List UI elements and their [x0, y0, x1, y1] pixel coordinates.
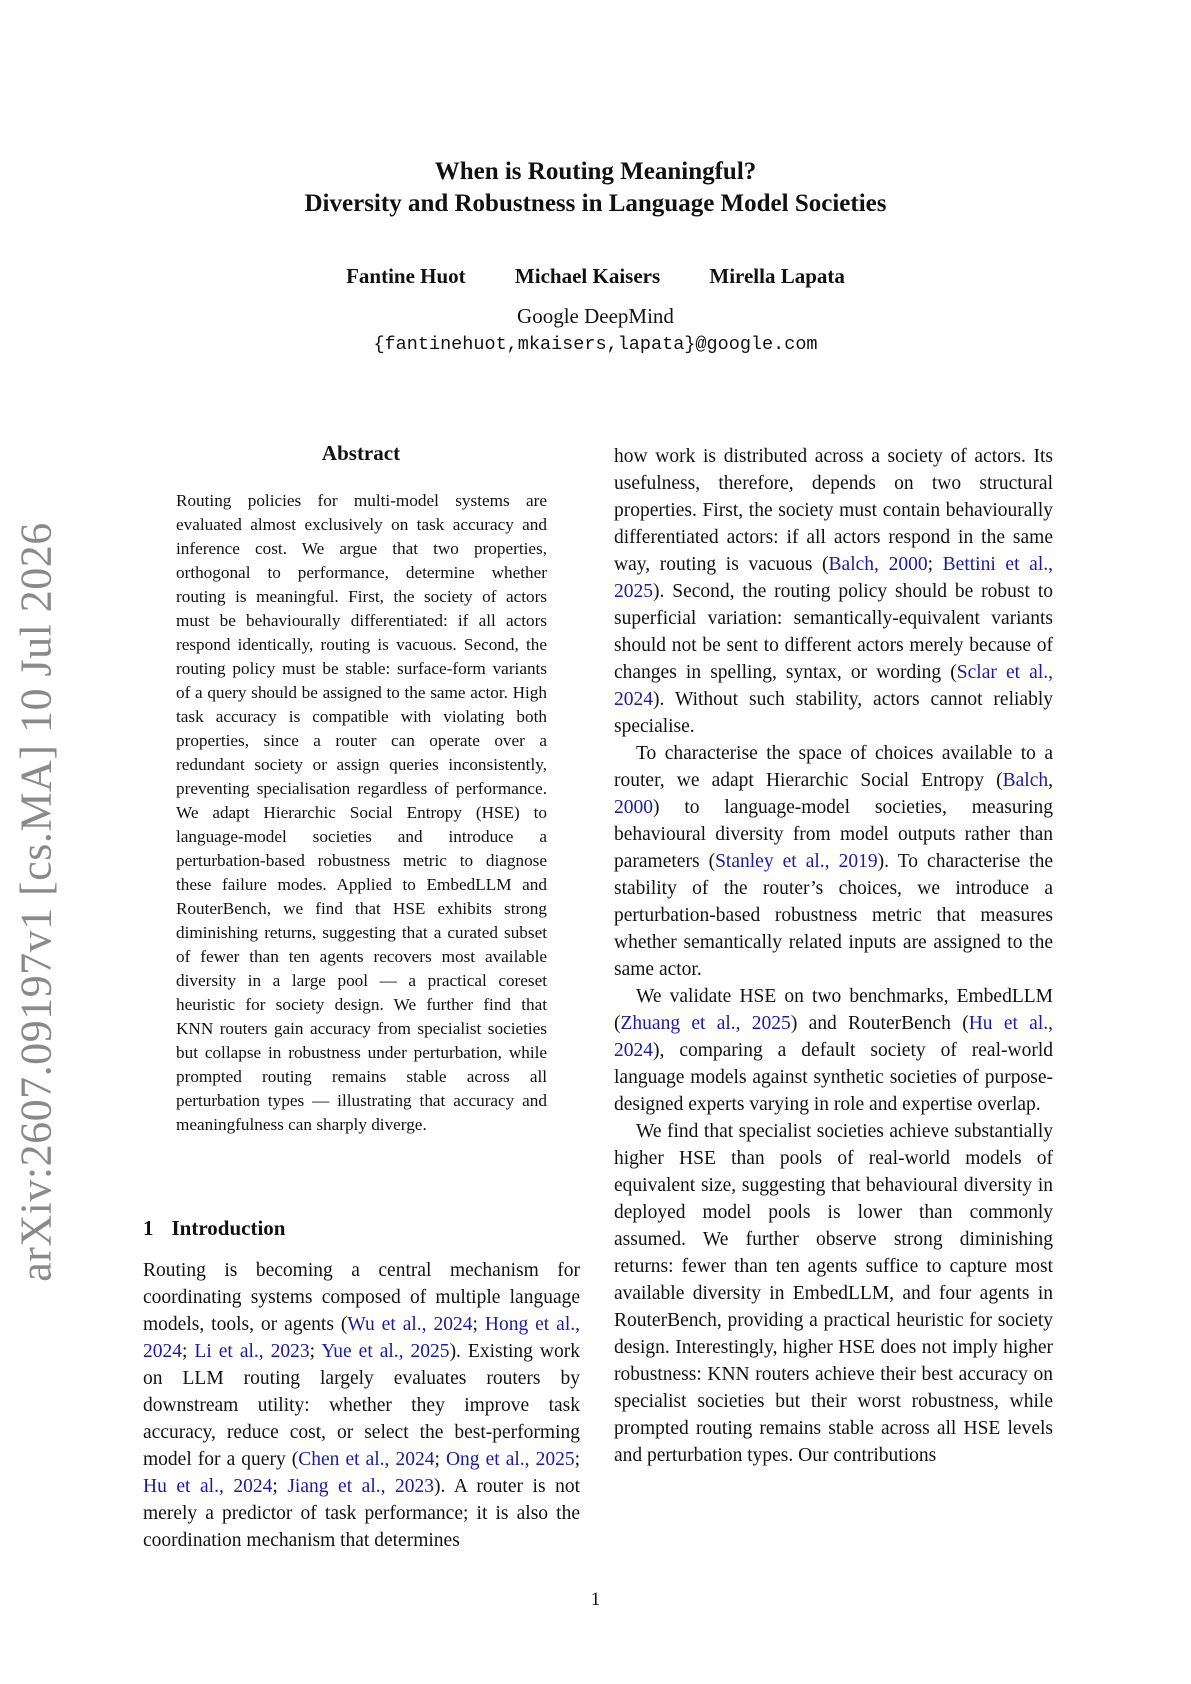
body-text: ) to language-model societies, measuring behavioural diversity from model outputs rather than parameters ( — [614, 797, 1053, 872]
section-title: Introduction — [171, 1216, 286, 1240]
right-column-body — [614, 443, 1053, 1469]
author-name: Michael Kaisers — [514, 264, 661, 288]
author-name: Mirella Lapata — [709, 264, 845, 288]
separator: ; — [472, 1314, 485, 1335]
body-text: ), comparing a default society of real-world language models against synthetic societies of purpose-designed experts varying in role and expertise overlap. — [614, 1040, 1053, 1115]
citation-link[interactable]: Balch — [1002, 770, 1049, 791]
page-number: 1 — [590, 1589, 601, 1610]
separator: ; — [434, 1449, 446, 1470]
abstract-body — [176, 489, 547, 1137]
section-number: 1 — [143, 1216, 154, 1240]
separator: ; — [927, 554, 943, 575]
separator: ; — [574, 1449, 581, 1470]
citation-link[interactable]: Hu et al., 2024 — [614, 1013, 1053, 1061]
citation-link[interactable]: Balch, 2000 — [828, 554, 928, 575]
author-name: Fantine Huot — [346, 264, 466, 288]
body-text: Routing is becoming a central mechanism for coordinating systems composed of multiple language models, tools, or agents ( — [143, 1260, 580, 1335]
body-text: how work is distributed across a society of actors. Its usefulness, therefore, depends on two structural properties. First, the society must contain behaviourally differentiated actors: if all actors respond in the same way, routing is vacuous ( — [614, 446, 1053, 575]
citation-link[interactable]: Li et al., 2023 — [194, 1341, 310, 1362]
body-paragraph — [614, 443, 1053, 740]
separator: ; — [182, 1341, 195, 1362]
abstract-heading: Abstract — [321, 441, 401, 465]
body-text: We find that specialist societies achieve substantially higher HSE than pools of real-world models of equivalent size, suggesting that behavioural diversity in deployed model pools is lower than commonly assumed. We further observe strong diminishing returns: fewer than ten agents suffice to capture most available diversity in EmbedLLM, and four agents in RouterBench, providing a practical heuristic for society design. Interestingly, higher HSE does not imply higher robustness: KNN routers achieve their best accuracy on specialist societies but their worst robustness, while prompted routing remains stable across all HSE levels and perturbation types. Our contributions — [614, 1121, 1053, 1466]
left-column-body — [143, 1257, 580, 1554]
body-text: ). Existing work on LLM routing largely evaluates routers by downstream utility: whether they improve task accuracy, reduce cost, or select the best-performing model for a query ( — [143, 1341, 581, 1470]
body-text: We validate HSE on two benchmarks, EmbedLLM ( — [614, 986, 1053, 1034]
body-paragraph — [614, 740, 1053, 983]
body-text: To characterise the space of choices available to a router, we adapt Hierarchic Social Entropy ( — [614, 743, 1053, 791]
body-text: ) and RouterBench ( — [790, 1013, 969, 1034]
title-line-1: When is Routing Meaningful? — [434, 158, 757, 185]
citation-link[interactable]: Hu et al., 2024 — [143, 1476, 273, 1497]
citation-link[interactable]: 2000 — [614, 797, 653, 818]
citation-link[interactable]: Stanley et al., 2019 — [715, 851, 878, 872]
abstract-text: Routing policies for multi-model systems are evaluated almost exclusively on task accuracy and inference cost. We argue that two properties, orthogonal to performance, determine whether routing is meaningful. First, the society of actors must be behaviourally differentiated: if all actors respond identically, routing is vacuous. Second, the routing policy must be stable: surface-form variants of a query should be assigned to the same actor. High task accuracy is compatible with violating both properties, since a router can operate over a redundant society or assign queries inconsistently, preventing specialisation regardless of performance. We adapt Hierarchic Social Entropy (HSE) to language-model societies and introduce a perturbation-based robustness metric to diagnose these failure modes. Applied to EmbedLLM and RouterBench, we find that HSE exhibits strong diminishing returns, suggesting that a curated subset of fewer than ten agents recovers most available diversity in a large pool — a practical coreset heuristic for society design. We further find that KNN routers gain accuracy from specialist societies but collapse in robustness under perturbation, while prompted routing remains stable across all perturbation types — illustrating that accuracy and meaningfulness can sharply diverge. — [176, 491, 547, 1134]
citation-link[interactable]: Yue et al., 2025 — [321, 1341, 450, 1362]
affiliation: Google DeepMind — [517, 304, 674, 328]
separator: , — [1048, 770, 1053, 791]
separator: ; — [272, 1476, 288, 1497]
body-paragraph — [614, 983, 1053, 1118]
citation-link[interactable]: Jiang et al., 2023 — [287, 1476, 435, 1497]
citation-link[interactable]: Chen et al., 2024 — [298, 1449, 435, 1470]
separator: ; — [309, 1341, 322, 1362]
body-text: ). A router is not merely a predictor of task performance; it is also the coordination mechanism that determines — [143, 1476, 581, 1551]
arxiv-identifier-text: arXiv:2607.09197v1 [cs.MA] 10 Jul 2026 — [11, 522, 61, 1282]
citation-link[interactable]: Bettini et al., 2025 — [614, 554, 1054, 602]
body-text: ). To characterise the stability of the router’s choices, we introduce a perturbation-based robustness metric that measures whether semantically related inputs are assigned to the same actor. — [614, 851, 1054, 980]
citation-link[interactable]: Wu et al., 2024 — [347, 1314, 473, 1335]
title-line-2: Diversity and Robustness in Language Model Societies — [304, 190, 887, 217]
author-list — [0, 262, 1191, 290]
body-paragraph — [614, 1118, 1053, 1469]
citation-link[interactable]: Hong et al., 2024 — [143, 1314, 580, 1362]
intro-paragraph — [143, 1257, 580, 1554]
body-text: ). Second, the routing policy should be robust to superficial variation: semantically-equivalent variants should not be sent to different actors merely because of changes in spelling, syntax, or wording ( — [614, 581, 1053, 683]
author-emails: {fantinehuot,mkaisers,lapata}@google.com — [373, 334, 818, 355]
section-heading-introduction — [143, 1216, 285, 1241]
paper-title — [0, 156, 1191, 220]
citation-link[interactable]: Sclar et al., 2024 — [614, 662, 1053, 710]
citation-link[interactable]: Ong et al., 2025 — [445, 1449, 575, 1470]
citation-link[interactable]: Zhuang et al., 2025 — [620, 1013, 791, 1034]
body-text: ). Without such stability, actors cannot reliably specialise. — [614, 689, 1053, 737]
